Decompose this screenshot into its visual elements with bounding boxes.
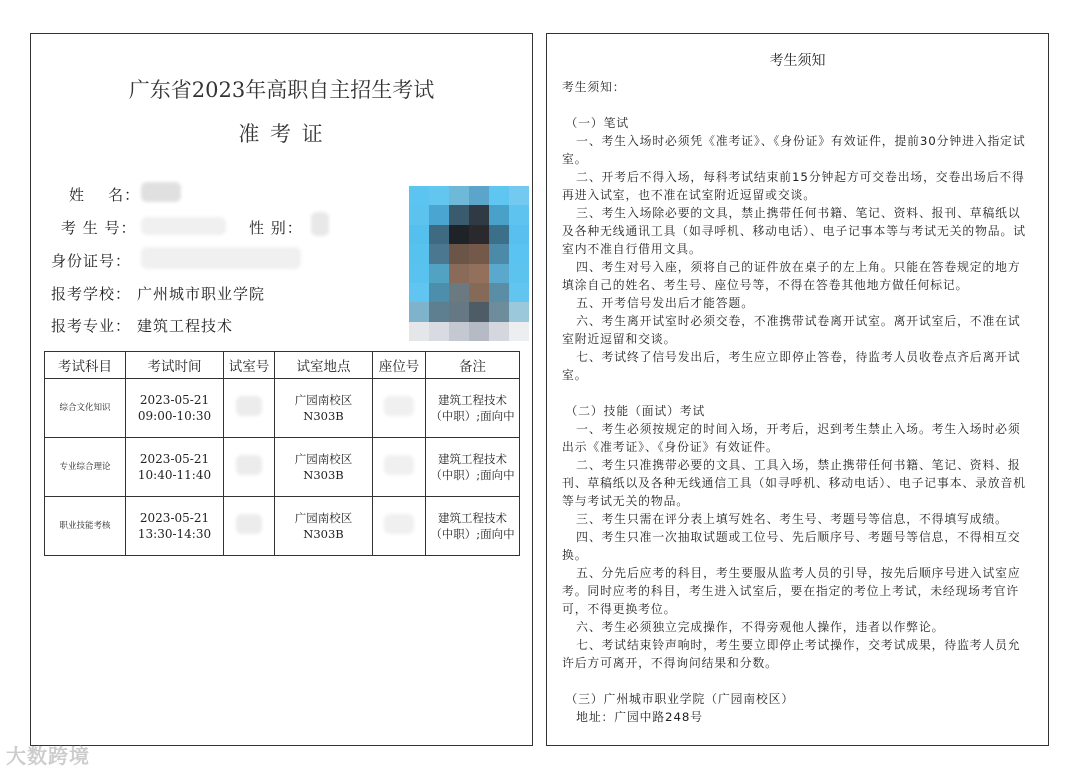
col-seat: 座位号 [373,352,426,379]
location-campus: 广园南校区 [294,452,353,466]
subject-cell: 职业技能考核 [45,497,126,556]
note-line-1: 建筑工程技术 [438,452,507,466]
notice-title: 考生须知 [769,53,826,69]
col-time: 考试时间 [126,352,224,379]
seat-redacted [384,455,414,475]
photo-pixel [449,264,469,283]
photo-pixel [429,264,449,283]
location-campus: 广园南校区 [294,511,353,525]
photo-pixel [449,322,469,341]
photo-pixel [449,225,469,244]
photo-pixel [449,283,469,302]
id-redacted [141,247,301,269]
notice-item: 六、考生离开试室时必须交卷，不准携带试卷离开试室。离开试室后，不准在试室附近逗留和交谈。 [562,314,1021,346]
candidate-photo-pixelated [409,186,529,341]
photo-pixel [429,225,449,244]
ticket-title: 广东省2023年高职自主招生考试 [128,78,435,102]
notice-item: 四、考生对号入座，须将自己的证件放在桌子的左上角。只能在答卷规定的地方填涂自己的姓名、考生号、座位号等，不得在答卷其他地方做任何标记。 [562,260,1021,292]
exam-time: 10:40-11:40 [137,468,212,482]
location-cell [275,438,373,497]
photo-pixel [509,244,529,263]
campus-address: 地址：广园中路248号 [576,710,703,724]
notice-intro: 考生须知： [562,80,626,94]
note-line-1: 建筑工程技术 [438,511,507,525]
photo-pixel [409,225,429,244]
photo-pixel [489,283,509,302]
seat-redacted [384,396,414,416]
ticket-subtitle: 准 考 证 [238,122,325,146]
notice-item: 二、考生只准携带必要的文具、工具入场，禁止携带任何书籍、笔记、资料、报刊、草稿纸以及各种无线通信工具（如寻呼机、移动电话）、电子记事本、录放音机等与考试无关的物品。 [562,458,1026,508]
notice-item: 三、考生入场除必要的文具，禁止携带任何书籍、笔记、资料、报刊、草稿纸以及各种无线通讯工具（如寻呼机、移动电话）、电子记事本等与考试无关的物品。试室内不准自行借用文具。 [562,206,1026,256]
table-row [45,438,520,497]
section-campus: （三）广州城市职业学院（广园南校区） [565,692,795,706]
location-cell [275,379,373,438]
room-no-cell [224,379,275,438]
notice-item: 三、考生只需在评分表上填写姓名、考生号、考题号等信息，不得填写成绩。 [576,512,1008,526]
photo-pixel [509,264,529,283]
col-subject: 考试科目 [45,352,126,379]
watermark: 大数跨境 [6,744,90,768]
table-row [45,379,520,438]
photo-pixel [509,186,529,205]
gender-redacted [311,212,329,236]
exam-no-label: 考 生 号： [61,219,137,237]
photo-pixel [449,205,469,224]
room-no-redacted [236,455,262,475]
photo-pixel [489,205,509,224]
photo-pixel [489,264,509,283]
exam-time: 09:00-10:30 [137,409,212,423]
seat-cell [373,438,426,497]
notice-item: 五、开考信号发出后才能答题。 [576,296,754,310]
col-note: 备注 [426,352,520,379]
notice-item: 四、考生只准一次抽取试题或工位号、先后顺序号、考题号等信息，不得相互交换。 [562,530,1021,562]
photo-pixel [469,205,489,224]
exam-date: 2023-05-21 [139,452,210,466]
section-written: （一）笔试 [565,116,630,130]
admission-ticket [30,33,533,746]
photo-pixel [509,302,529,321]
note-line-1: 建筑工程技术 [438,393,507,407]
notice-item: 五、分先后应考的科目，考生要服从监考人员的引导，按先后顺序号进入试室应考。同时应考的科目，考生进入试室后，要在指定的考位上考试，未经现场考官许可，不得更换考位。 [562,566,1021,616]
seat-redacted [384,514,414,534]
photo-pixel [429,283,449,302]
room-no-redacted [236,514,262,534]
photo-pixel [429,302,449,321]
photo-pixel [469,302,489,321]
photo-pixel [409,244,429,263]
photo-pixel [409,283,429,302]
photo-pixel [409,186,429,205]
major-value: 建筑工程技术 [137,317,234,335]
photo-pixel [469,225,489,244]
subject-cell: 综合文化知识 [45,379,126,438]
section-skills: （二）技能（面试）考试 [565,404,706,418]
candidate-notice [546,33,1049,746]
exam-date: 2023-05-21 [139,511,210,525]
photo-pixel [469,283,489,302]
table-row [45,497,520,556]
photo-pixel [429,322,449,341]
room-no-redacted [236,396,262,416]
room-no-cell [224,438,275,497]
notice-item: 一、考生必须按规定的时间入场，开考后，迟到考生禁止入场。考生入场时必须出示《准考证》、《身份证》有效证件。 [562,422,1021,454]
exam-schedule-table [44,351,520,556]
name-label: 姓 名： [69,186,141,204]
notice-item: 七、考试终了信号发出后，考生应立即停止答卷，待监考人员收卷点齐后离开试室。 [562,350,1021,382]
photo-pixel [409,205,429,224]
photo-pixel [489,244,509,263]
note-cell [426,438,520,497]
photo-pixel [489,302,509,321]
photo-pixel [429,205,449,224]
photo-pixel [469,244,489,263]
location-room: N303B [303,468,344,482]
photo-pixel [449,186,469,205]
photo-pixel [449,244,469,263]
gender-label: 性 别： [249,219,303,237]
photo-pixel [429,244,449,263]
photo-pixel [489,186,509,205]
seat-cell [373,497,426,556]
photo-pixel [469,186,489,205]
seat-cell [373,379,426,438]
notice-item: 七、考试结束铃声响时，考生要立即停止考试操作，交考试成果，待监考人员允许后方可离开，不得询问结果和分数。 [562,638,1021,670]
school-value: 广州城市职业学院 [137,285,266,303]
location-campus: 广园南校区 [294,393,353,407]
notice-item: 六、考生必须独立完成操作，不得旁观他人操作，违者以作弊论。 [576,620,945,634]
photo-pixel [509,225,529,244]
time-cell [126,379,224,438]
photo-pixel [509,205,529,224]
photo-pixel [509,283,529,302]
note-line-2: （中职）;面向中 [430,468,515,482]
photo-pixel [489,225,509,244]
photo-pixel [429,186,449,205]
exam-no-redacted [141,217,226,235]
col-room-no: 试室号 [224,352,275,379]
exam-date: 2023-05-21 [139,393,210,407]
photo-pixel [409,264,429,283]
location-cell [275,497,373,556]
note-cell [426,497,520,556]
photo-pixel [409,322,429,341]
note-line-2: （中职）;面向中 [430,409,515,423]
subject-cell: 专业综合理论 [45,438,126,497]
exam-time: 13:30-14:30 [137,527,212,541]
photo-pixel [469,264,489,283]
room-no-cell [224,497,275,556]
school-label: 报考学校： [51,285,132,303]
col-location: 试室地点 [275,352,373,379]
id-label: 身份证号： [51,252,132,270]
notice-item: 一、考生入场时必须凭《准考证》、《身份证》有效证件，提前30分钟进入指定试室。 [562,134,1026,166]
photo-pixel [469,322,489,341]
location-room: N303B [303,527,344,541]
time-cell [126,438,224,497]
location-room: N303B [303,409,344,423]
note-cell [426,379,520,438]
photo-pixel [509,322,529,341]
notice-item: 二、开考后不得入场，每科考试结束前15分钟起方可交卷出场，交卷出场后不得再进入试室，也不准在试室附近逗留或交谈。 [562,170,1025,202]
major-label: 报考专业： [51,317,132,335]
photo-pixel [449,302,469,321]
note-line-2: （中职）;面向中 [430,527,515,541]
name-redacted [141,182,181,202]
time-cell [126,497,224,556]
photo-pixel [409,302,429,321]
photo-pixel [489,322,509,341]
